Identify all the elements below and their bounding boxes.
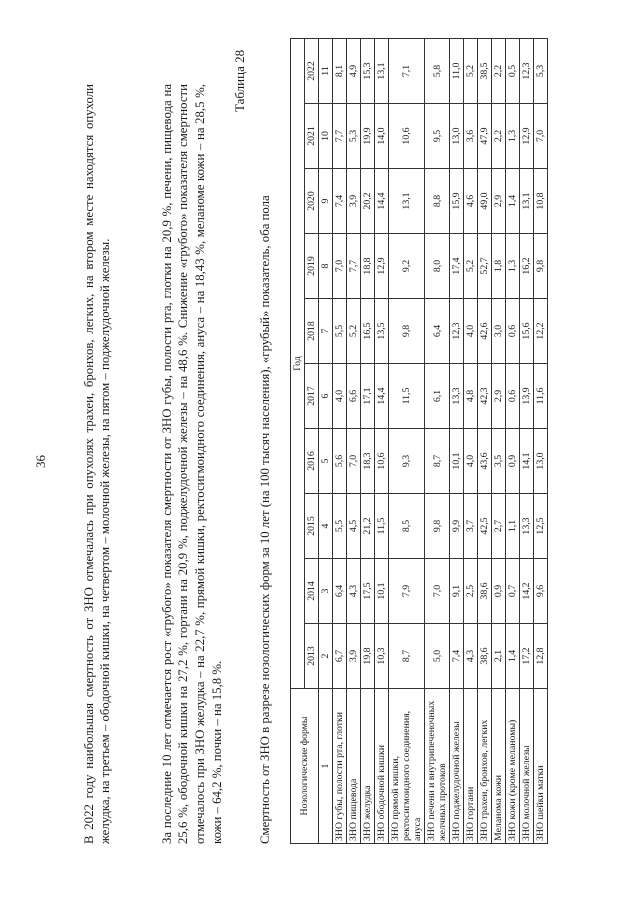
table-row xyxy=(347,39,361,844)
table-cell: 16,2 xyxy=(520,234,534,299)
table-cell: 6,1 xyxy=(425,364,450,429)
table-row xyxy=(375,39,389,844)
table-cell: 7,0 xyxy=(425,559,450,624)
row-label: ЗНО шейки матки xyxy=(534,689,548,844)
mortality-table xyxy=(290,38,548,844)
table-cell: 5,3 xyxy=(534,39,548,104)
table-cell: 13,3 xyxy=(520,494,534,559)
table-cell: 8,5 xyxy=(389,494,425,559)
table-cell: 10,6 xyxy=(389,104,425,169)
table-cell: 13,1 xyxy=(389,169,425,234)
table-cell: 1,4 xyxy=(506,624,520,689)
table-cell: 6,7 xyxy=(333,624,347,689)
table-cell: 9,5 xyxy=(425,104,450,169)
table-cell: 2,9 xyxy=(492,364,506,429)
table-cell: 0,6 xyxy=(506,299,520,364)
row-label: ЗНО ободочной кишки xyxy=(375,689,389,844)
table-cell: 6,4 xyxy=(425,299,450,364)
table-cell: 9,3 xyxy=(389,429,425,494)
table-row xyxy=(478,39,492,844)
column-number-cell: 3 xyxy=(319,559,333,624)
column-number-cell: 1 xyxy=(319,689,333,844)
table-cell: 9,2 xyxy=(389,234,425,299)
table-cell: 12,9 xyxy=(375,234,389,299)
table-cell: 8,7 xyxy=(425,429,450,494)
table-cell: 19,8 xyxy=(361,624,375,689)
table-cell: 2,2 xyxy=(492,104,506,169)
table-row xyxy=(450,39,464,844)
column-header-year: 2016 xyxy=(305,429,319,494)
table-cell: 11,6 xyxy=(534,364,548,429)
table-cell: 4,0 xyxy=(464,429,478,494)
table-cell: 14,4 xyxy=(375,364,389,429)
table-cell: 8,8 xyxy=(425,169,450,234)
column-number-cell: 2 xyxy=(319,624,333,689)
table-cell: 42,5 xyxy=(478,494,492,559)
table-cell: 17,2 xyxy=(520,624,534,689)
table-cell: 13,9 xyxy=(520,364,534,429)
table-cell: 13,0 xyxy=(450,104,464,169)
table-cell: 12,5 xyxy=(534,494,548,559)
column-header-year: 2021 xyxy=(305,104,319,169)
table-cell: 5,2 xyxy=(464,39,478,104)
table-cell: 5,5 xyxy=(333,299,347,364)
column-header-year: 2013 xyxy=(305,624,319,689)
table-cell: 14,4 xyxy=(375,169,389,234)
column-number-cell: 9 xyxy=(319,169,333,234)
table-cell: 3,5 xyxy=(492,429,506,494)
table-cell: 52,7 xyxy=(478,234,492,299)
table-cell: 3,9 xyxy=(347,169,361,234)
table-cell: 16,5 xyxy=(361,299,375,364)
table-cell: 7,0 xyxy=(333,234,347,299)
table-cell: 20,2 xyxy=(361,169,375,234)
table-cell: 14,0 xyxy=(375,104,389,169)
table-cell: 7,0 xyxy=(347,429,361,494)
table-cell: 2,9 xyxy=(492,169,506,234)
paragraph-leading-causes: В 2022 году наибольшая смертность от ЗНО отмечалась при опухолях трахеи, бронхов, легких, на втором месте находятся опухоли желудка, на третьем – ободочной кишки, на четвертом – молочной железы, на пятом – поджелудочной железы. xyxy=(81,84,113,844)
table-row xyxy=(389,39,425,844)
table-cell: 12,2 xyxy=(534,299,548,364)
table-cell: 11,5 xyxy=(375,494,389,559)
table-cell: 12,9 xyxy=(520,104,534,169)
table-cell: 7,9 xyxy=(389,559,425,624)
table-cell: 9,8 xyxy=(534,234,548,299)
table-cell: 13,1 xyxy=(520,169,534,234)
table-row xyxy=(506,39,520,844)
row-label: ЗНО гортани xyxy=(464,689,478,844)
table-cell: 0,6 xyxy=(506,364,520,429)
column-header-year: 2017 xyxy=(305,364,319,429)
column-header-year-group: Год xyxy=(291,39,305,689)
table-cell: 21,2 xyxy=(361,494,375,559)
table-cell: 17,4 xyxy=(450,234,464,299)
header-row-group xyxy=(291,39,305,844)
table-cell: 49,0 xyxy=(478,169,492,234)
table-cell: 2,5 xyxy=(464,559,478,624)
column-header-year: 2019 xyxy=(305,234,319,299)
table-cell: 2,7 xyxy=(492,494,506,559)
table-cell: 10,8 xyxy=(534,169,548,234)
table-cell: 3,7 xyxy=(464,494,478,559)
table-cell: 4,9 xyxy=(347,39,361,104)
column-number-cell: 4 xyxy=(319,494,333,559)
row-label: ЗНО молочной железы xyxy=(520,689,534,844)
column-number-cell: 11 xyxy=(319,39,333,104)
column-header-year: 2015 xyxy=(305,494,319,559)
table-row xyxy=(361,39,375,844)
table-cell: 15,3 xyxy=(361,39,375,104)
table-cell: 7,7 xyxy=(333,104,347,169)
table-cell: 6,6 xyxy=(347,364,361,429)
column-header-year: 2022 xyxy=(305,39,319,104)
row-label: ЗНО трахеи, бронхов, легких xyxy=(478,689,492,844)
table-cell: 2,2 xyxy=(492,39,506,104)
table-cell: 10,3 xyxy=(375,624,389,689)
table-cell: 7,0 xyxy=(534,104,548,169)
table-cell: 8,0 xyxy=(425,234,450,299)
table-cell: 1,1 xyxy=(506,494,520,559)
table-cell: 5,3 xyxy=(347,104,361,169)
table-cell: 15,6 xyxy=(520,299,534,364)
column-number-cell: 10 xyxy=(319,104,333,169)
column-number-cell: 6 xyxy=(319,364,333,429)
row-label: ЗНО поджелудочной железы xyxy=(450,689,464,844)
row-label: ЗНО желудка xyxy=(361,689,375,844)
table-cell: 7,7 xyxy=(347,234,361,299)
table-cell: 18,3 xyxy=(361,429,375,494)
table-cell: 5,6 xyxy=(333,429,347,494)
table-cell: 12,3 xyxy=(520,39,534,104)
paragraph-trends: За последние 10 лет отмечается рост «грубого» показателя смертности от ЗНО губы, полости рта, глотки на 20,9 %, печени, пищевода на 25,6 %, ободочной кишки на 27,2 %, гортани на 20,9 %, поджелудочной железы – на 48,6 %. Снижение «грубого» показателя смертности отмечалось при ЗНО желудка – на 22,7 %, прямой кишки, ректосигмоидного соединения, ануса – на 18,43 %, меланоме кожи – на 28,5 %, кожи – 64,2 %, почки – на 15,8 %. xyxy=(159,84,224,844)
table-cell: 17,1 xyxy=(361,364,375,429)
table-cell: 38,6 xyxy=(478,559,492,624)
table-cell: 10,1 xyxy=(450,429,464,494)
table-caption: Смертность от ЗНО в разрезе нозологических форм за 10 лет (на 100 тысяч населения), «грубый» показатель, оба пола xyxy=(258,195,272,844)
table-cell: 8,7 xyxy=(389,624,425,689)
table-cell: 6,4 xyxy=(333,559,347,624)
table-cell: 1,4 xyxy=(506,169,520,234)
table-row xyxy=(425,39,450,844)
table-cell: 0,7 xyxy=(506,559,520,624)
row-label: ЗНО прямой кишки, ректосигмоидного соединения, ануса xyxy=(389,689,425,844)
row-label: Меланома кожи xyxy=(492,689,506,844)
table-cell: 0,9 xyxy=(506,429,520,494)
column-number-cell: 7 xyxy=(319,299,333,364)
table-cell: 3,9 xyxy=(347,624,361,689)
column-header-year: 2020 xyxy=(305,169,319,234)
table-cell: 9,6 xyxy=(534,559,548,624)
table-cell: 9,1 xyxy=(450,559,464,624)
table-cell: 4,3 xyxy=(347,559,361,624)
table-cell: 15,9 xyxy=(450,169,464,234)
table-cell: 7,1 xyxy=(389,39,425,104)
table-cell: 18,8 xyxy=(361,234,375,299)
table-row xyxy=(333,39,347,844)
table-row xyxy=(534,39,548,844)
page-number: 36 xyxy=(33,455,48,468)
table-body xyxy=(333,39,548,844)
row-label: ЗНО губы, полости рта, глотки xyxy=(333,689,347,844)
table-cell: 12,3 xyxy=(450,299,464,364)
table-cell: 4,8 xyxy=(464,364,478,429)
table-cell: 11,0 xyxy=(450,39,464,104)
table-cell: 4,3 xyxy=(464,624,478,689)
table-cell: 14,1 xyxy=(520,429,534,494)
header-row-column-numbers xyxy=(319,39,333,844)
table-cell: 4,0 xyxy=(464,299,478,364)
table-cell: 4,5 xyxy=(347,494,361,559)
table-cell: 13,3 xyxy=(450,364,464,429)
table-cell: 5,2 xyxy=(347,299,361,364)
table-cell: 7,4 xyxy=(450,624,464,689)
table-cell: 3,6 xyxy=(464,104,478,169)
table-cell: 19,9 xyxy=(361,104,375,169)
table-cell: 10,6 xyxy=(375,429,389,494)
table-cell: 5,8 xyxy=(425,39,450,104)
table-cell: 38,5 xyxy=(478,39,492,104)
table-cell: 1,3 xyxy=(506,234,520,299)
table-cell: 4,0 xyxy=(333,364,347,429)
table-cell: 5,5 xyxy=(333,494,347,559)
table-cell: 5,2 xyxy=(464,234,478,299)
table-cell: 11,5 xyxy=(389,364,425,429)
row-label: ЗНО пищевода xyxy=(347,689,361,844)
table-cell: 2,1 xyxy=(492,624,506,689)
table-label: Таблица 28 xyxy=(232,49,247,112)
table-cell: 9,8 xyxy=(425,494,450,559)
table-row xyxy=(492,39,506,844)
table-cell: 13,0 xyxy=(534,429,548,494)
table-cell: 13,1 xyxy=(375,39,389,104)
table-cell: 47,9 xyxy=(478,104,492,169)
table-cell: 4,6 xyxy=(464,169,478,234)
column-number-cell: 8 xyxy=(319,234,333,299)
table-cell: 0,5 xyxy=(506,39,520,104)
table-cell: 13,5 xyxy=(375,299,389,364)
table-cell: 0,9 xyxy=(492,559,506,624)
table-cell: 1,8 xyxy=(492,234,506,299)
table-cell: 9,9 xyxy=(450,494,464,559)
row-label: ЗНО печени и внутрипеченочных желчных протоков xyxy=(425,689,450,844)
table-cell: 8,1 xyxy=(333,39,347,104)
table-cell: 14,2 xyxy=(520,559,534,624)
table-cell: 7,4 xyxy=(333,169,347,234)
table-cell: 9,8 xyxy=(389,299,425,364)
column-number-cell: 5 xyxy=(319,429,333,494)
table-cell: 3,0 xyxy=(492,299,506,364)
column-header-year: 2014 xyxy=(305,559,319,624)
table-cell: 42,3 xyxy=(478,364,492,429)
row-label: ЗНО кожи (кроме меланомы) xyxy=(506,689,520,844)
table-cell: 12,8 xyxy=(534,624,548,689)
table-cell: 43,6 xyxy=(478,429,492,494)
table-cell: 10,1 xyxy=(375,559,389,624)
column-header-year: 2018 xyxy=(305,299,319,364)
table-cell: 1,3 xyxy=(506,104,520,169)
column-header-name: Нозологические формы xyxy=(291,689,319,844)
table-row xyxy=(520,39,534,844)
table-cell: 5,0 xyxy=(425,624,450,689)
table-cell: 38,6 xyxy=(478,624,492,689)
table-cell: 42,6 xyxy=(478,299,492,364)
table-row xyxy=(464,39,478,844)
table-cell: 17,5 xyxy=(361,559,375,624)
